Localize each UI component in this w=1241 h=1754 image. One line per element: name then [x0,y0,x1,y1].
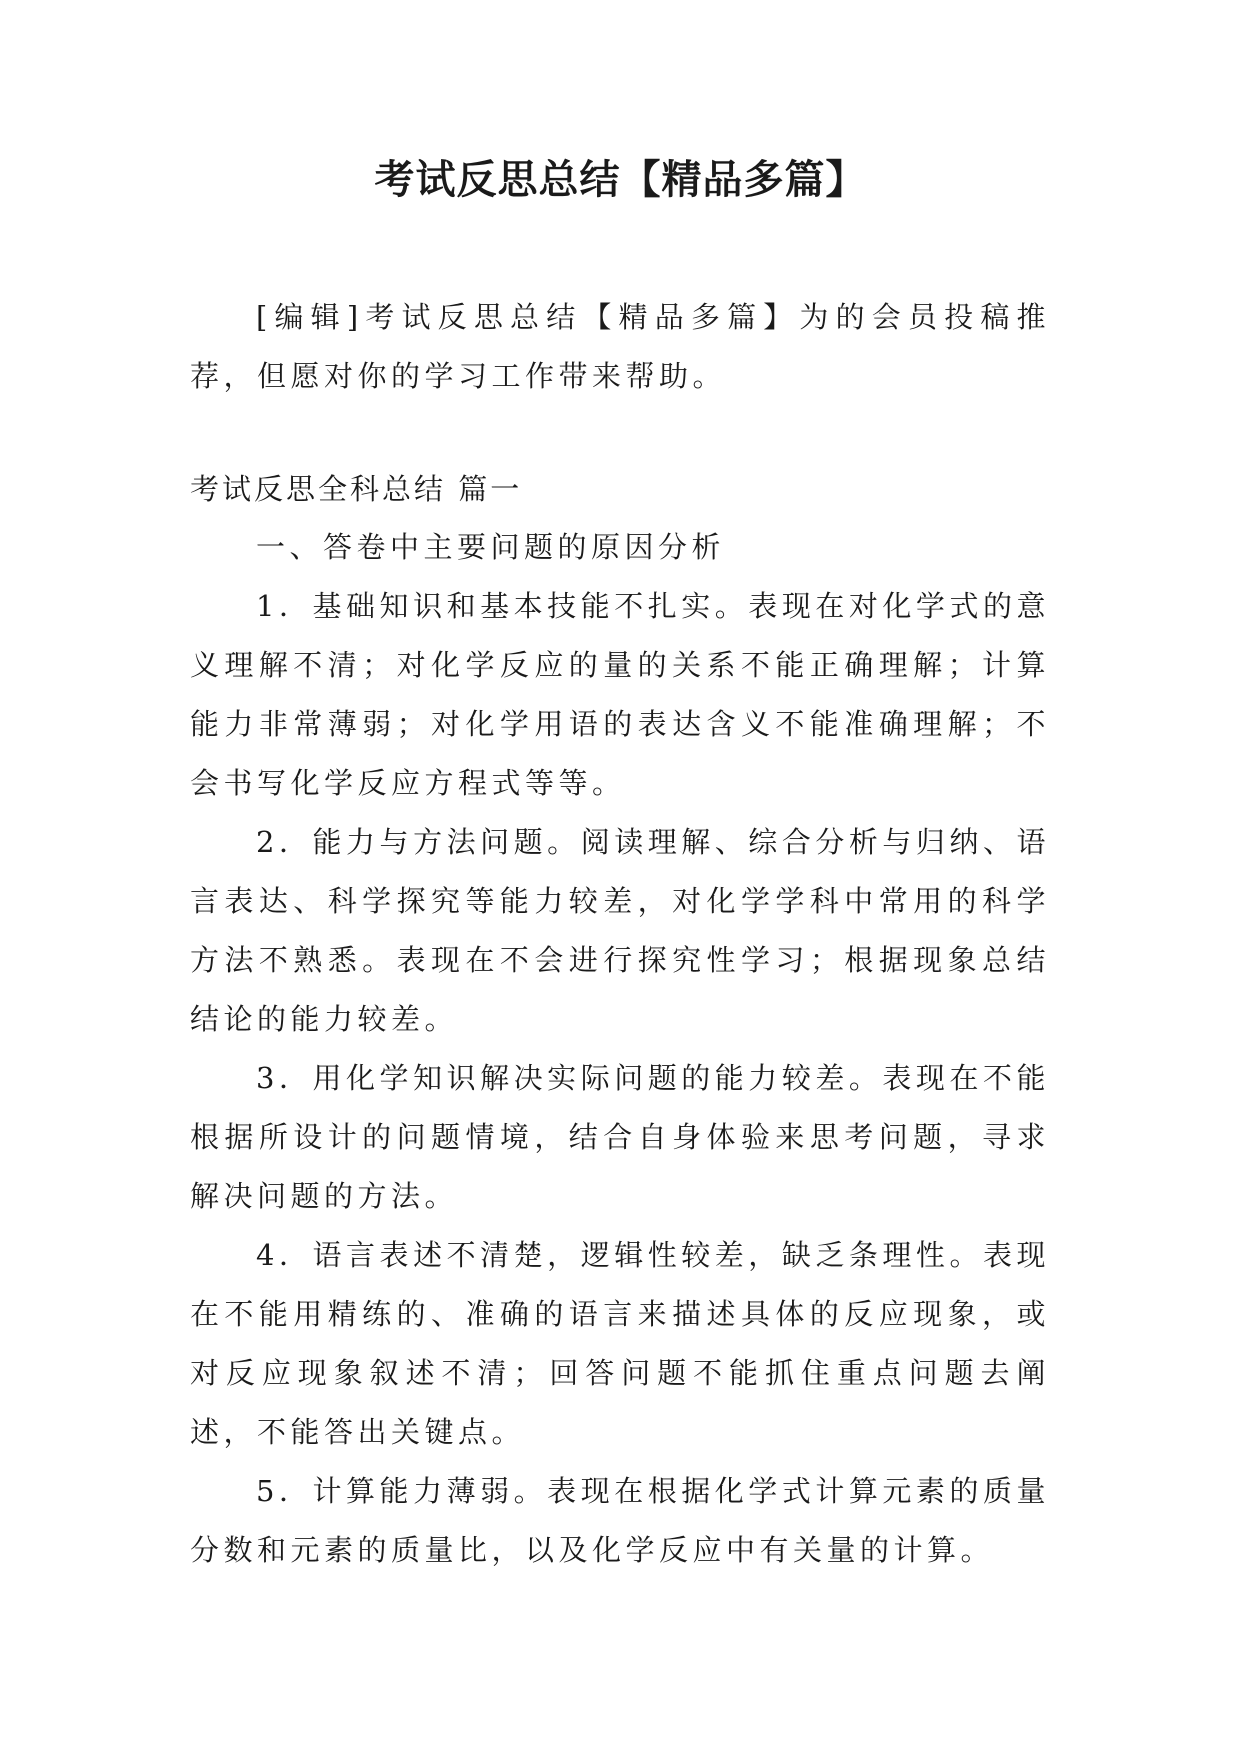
paragraph-item-5: 5．计算能力薄弱。表现在根据化学式计算元素的质量分数和元素的质量比，以及化学反应中有关量的计算。 [190,1474,1050,1567]
paragraph-item-2: 2．能力与方法问题。阅读理解、综合分析与归纳、语言表达、科学探究等能力较差，对化学学科中常用的科学方法不熟悉。表现在不会进行探究性学习；根据现象总结结论的能力较差。 [190,825,1050,1036]
subheading: 一、答卷中主要问题的原因分析 [256,530,726,564]
section-title: 考试反思全科总结 篇一 [190,472,523,506]
section-body [190,518,1050,1580]
paragraph-item-1: 1．基础知识和基本技能不扎实。表现在对化学式的意义理解不清；对化学反应的量的关系不能正确理解；计算能力非常薄弱；对化学用语的表达含义不能准确理解；不会书写化学反应方程式等等。 [190,589,1050,800]
paragraph-item-4: 4．语言表述不清楚，逻辑性较差，缺乏条理性。表现在不能用精练的、准确的语言来描述具体的反应现象，或对反应现象叙述不清；回答问题不能抓住重点问题去阐述，不能答出关键点。 [190,1238,1050,1449]
document-title: 考试反思总结【精品多篇】 [374,157,867,203]
paragraph-item-3: 3．用化学知识解决实际问题的能力较差。表现在不能根据所设计的问题情境，结合自身体验来思考问题，寻求解决问题的方法。 [190,1061,1050,1213]
intro-paragraph: [编辑]考试反思总结【精品多篇】为的会员投稿推荐，但愿对你的学习工作带来帮助。 [190,300,1050,393]
